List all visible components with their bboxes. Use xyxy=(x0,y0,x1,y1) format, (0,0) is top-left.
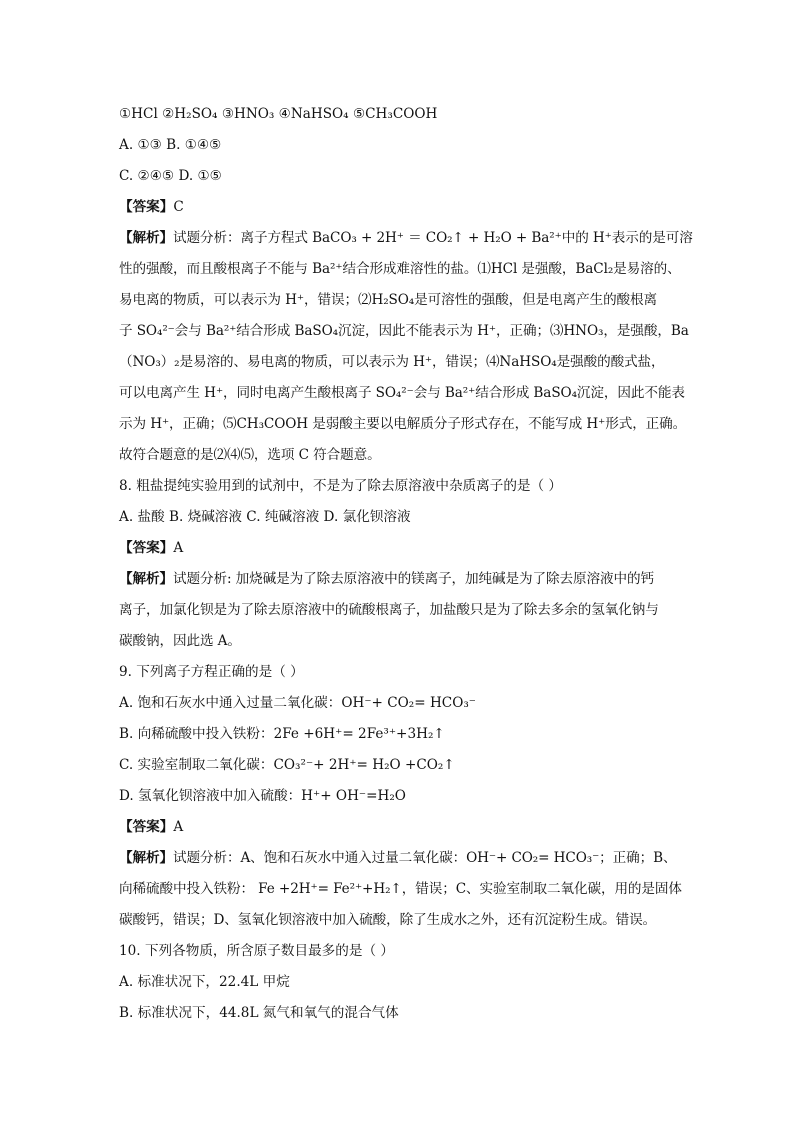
answer-value: A xyxy=(173,819,184,835)
answer-tag: 【答案】 xyxy=(119,199,174,215)
q7-answer xyxy=(119,192,679,223)
q9-answer xyxy=(119,812,679,843)
analysis-line: 碳酸钙，错误；D、氢氧化钡溶液中加入硫酸，除了生成水之外，还有沉淀粉生成。错误。 xyxy=(119,912,657,928)
analysis-line: 可以电离产生 H⁺，同时电离产生酸根离子 SO₄²⁻会与 Ba²⁺结合形成 BaSO₄沉淀，因此不能表 xyxy=(119,385,685,401)
q8-stem: 8. 粗盐提纯实验用到的试剂中，不是为了除去原溶液中杂质离子的是（ ） xyxy=(119,478,563,494)
analysis-line: 向稀硫酸中投入铁粉： Fe +2H⁺= Fe²⁺+H₂↑，错误；C、实验室制取二氧化碳，用的是固体 xyxy=(119,881,682,897)
analysis-line: 子 SO₄²⁻会与 Ba²⁺结合形成 BaSO₄沉淀，因此不能表示为 H⁺，正确；⑶HNO₃，是强酸，Ba xyxy=(119,323,689,339)
q9-choice-b: B. 向稀硫酸中投入铁粉：2Fe +6H⁺= 2Fe³⁺+3H₂↑ xyxy=(119,726,445,742)
answer-tag: 【答案】 xyxy=(119,819,174,835)
analysis-line: 碳酸钠，因此选 A。 xyxy=(119,633,241,649)
answer-value: C xyxy=(173,199,184,215)
analysis-tag: 【解析】 xyxy=(119,230,173,246)
q9-stem: 9. 下列离子方程正确的是（ ） xyxy=(119,664,304,680)
answer-tag: 【答案】 xyxy=(119,540,174,556)
analysis-line: 性的强酸，而且酸根离子不能与 Ba²⁺结合形成难溶性的盐。⑴HCl 是强酸，BaCl₂是易溶的、 xyxy=(119,261,681,277)
q8-answer xyxy=(119,533,679,564)
q10-choice-b: B. 标准状况下，44.8L 氮气和氧气的混合气体 xyxy=(119,1005,399,1021)
analysis-line: 故符合题意的是⑵⑷⑸，选项 C 符合题意。 xyxy=(119,447,381,463)
q10-stem: 10. 下列各物质，所含原子数目最多的是（ ） xyxy=(119,943,394,959)
analysis-line: 【解析】试题分析：A、饱和石灰水中通入过量二氧化碳：OH⁻+ CO₂= HCO₃⁻；正确；B、 xyxy=(119,850,677,866)
q9-analysis xyxy=(119,843,682,936)
analysis-tag: 【解析】 xyxy=(119,850,173,866)
analysis-line: 易电离的物质，可以表示为 H⁺，错误；⑵H₂SO₄是可溶性的强酸，但是电离产生的酸根离 xyxy=(119,292,658,308)
analysis-line: 示为 H⁺，正确；⑸CH₃COOH 是弱酸主要以电解质分子形式存在，不能写成 H⁺形式，正确。 xyxy=(119,416,687,432)
document-page xyxy=(119,99,693,1029)
answer-value: A xyxy=(173,540,184,556)
q7-options-list: ①HCl ②H₂SO₄ ③HNO₃ ④NaHSO₄ ⑤CH₃COOH xyxy=(119,106,438,122)
q7-choices-ab: A. ①③ B. ①④⑤ xyxy=(119,137,222,153)
q9-choice-c: C. 实验室制取二氧化碳：CO₃²⁻+ 2H⁺= H₂O +CO₂↑ xyxy=(119,757,455,773)
q8-analysis xyxy=(119,564,679,657)
analysis-line: 【解析】试题分析：离子方程式 BaCO₃ + 2H⁺ ＝ CO₂↑ + H₂O + Ba²⁺中的 H⁺表示的是可溶 xyxy=(119,230,693,246)
q9-choice-a: A. 饱和石灰水中通入过量二氧化碳：OH⁻+ CO₂= HCO₃⁻ xyxy=(119,695,476,711)
analysis-line: （NO₃）₂是易溶的、易电离的物质，可以表示为 H⁺，错误；⑷NaHSO₄是强酸的酸式盐， xyxy=(119,354,665,370)
q7-choices-cd: C. ②④⑤ D. ①⑤ xyxy=(119,168,222,184)
q7-analysis xyxy=(119,223,693,471)
q8-choices: A. 盐酸 B. 烧碱溶液 C. 纯碱溶液 D. 氯化钡溶液 xyxy=(119,509,411,525)
analysis-line: 【解析】试题分析: 加烧碱是为了除去原溶液中的镁离子，加纯碱是为了除去原溶液中的钙 xyxy=(119,571,654,587)
q9-choice-d: D. 氢氧化钡溶液中加入硫酸：H⁺+ OH⁻=H₂O xyxy=(119,788,406,804)
q10-choice-a: A. 标准状况下，22.4L 甲烷 xyxy=(119,974,290,990)
analysis-line: 离子，加氯化钡是为了除去原溶液中的硫酸根离子，加盐酸只是为了除去多余的氢氧化钠与 xyxy=(119,602,659,618)
analysis-tag: 【解析】 xyxy=(119,571,173,587)
